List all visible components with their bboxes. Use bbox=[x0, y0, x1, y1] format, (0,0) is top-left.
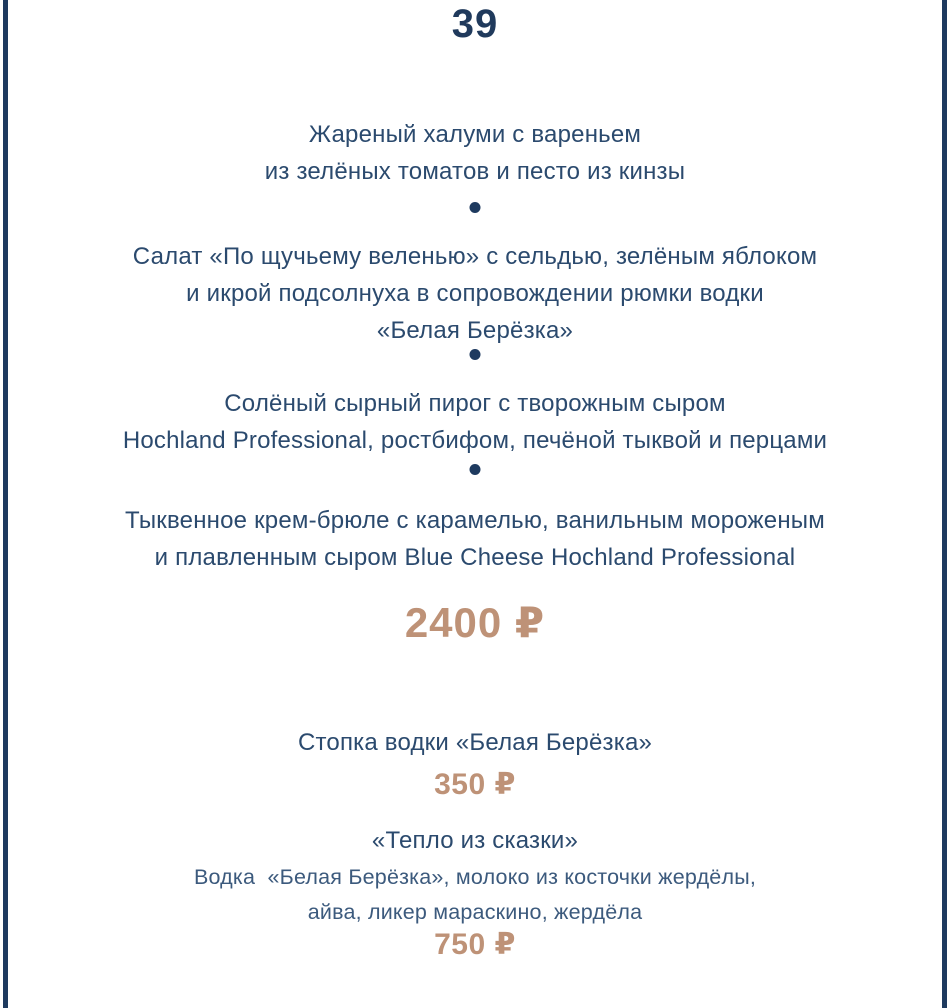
page-number: 39 bbox=[451, 2, 499, 46]
course-line: Солёный сырный пирог с творожным сыром bbox=[224, 390, 726, 417]
course-line: и плавленным сыром Blue Cheese Hochland Professional bbox=[154, 544, 796, 571]
course-line: Тыквенное крем-брюле с карамелью, ванильным мороженым bbox=[125, 507, 825, 534]
course-line: «Белая Берёзка» bbox=[376, 317, 574, 344]
extra-item-title: Стопка водки «Белая Берёзка» bbox=[297, 729, 653, 756]
bullet-dot-icon bbox=[470, 349, 481, 360]
extra-item-price: 750 ₽ bbox=[434, 928, 516, 961]
course-line: и икрой подсолнуха в сопровождении рюмки водки bbox=[186, 280, 764, 307]
course-line: Hochland Professional, ростбифом, печёной тыквой и перцами bbox=[122, 427, 828, 454]
bullet-dot-icon bbox=[470, 464, 481, 475]
course-line: Жареный халуми с вареньем bbox=[308, 121, 642, 148]
course-item bbox=[20, 385, 930, 459]
extra-description-line: айва, ликер мараскино, жердёла bbox=[307, 900, 643, 924]
page-border-left bbox=[3, 0, 8, 1008]
course-line: из зелёных томатов и песто из кинзы bbox=[264, 158, 686, 185]
course-item bbox=[20, 502, 930, 576]
course-item bbox=[20, 116, 930, 190]
set-menu-price: 2400 ₽ bbox=[404, 599, 546, 646]
extra-description-line: Водка «Белая Берёзка», молоко из косточки жердёлы, bbox=[193, 865, 757, 889]
bullet-dot-icon bbox=[470, 202, 481, 213]
extra-item-title: «Тепло из сказки» bbox=[371, 827, 579, 854]
course-item bbox=[20, 238, 930, 349]
course-line: Салат «По щучьему веленью» с сельдью, зелёным яблоком bbox=[132, 243, 818, 270]
extra-item-price: 350 ₽ bbox=[434, 768, 516, 801]
extra-item-description bbox=[20, 860, 930, 930]
page-border-right bbox=[942, 0, 947, 1008]
